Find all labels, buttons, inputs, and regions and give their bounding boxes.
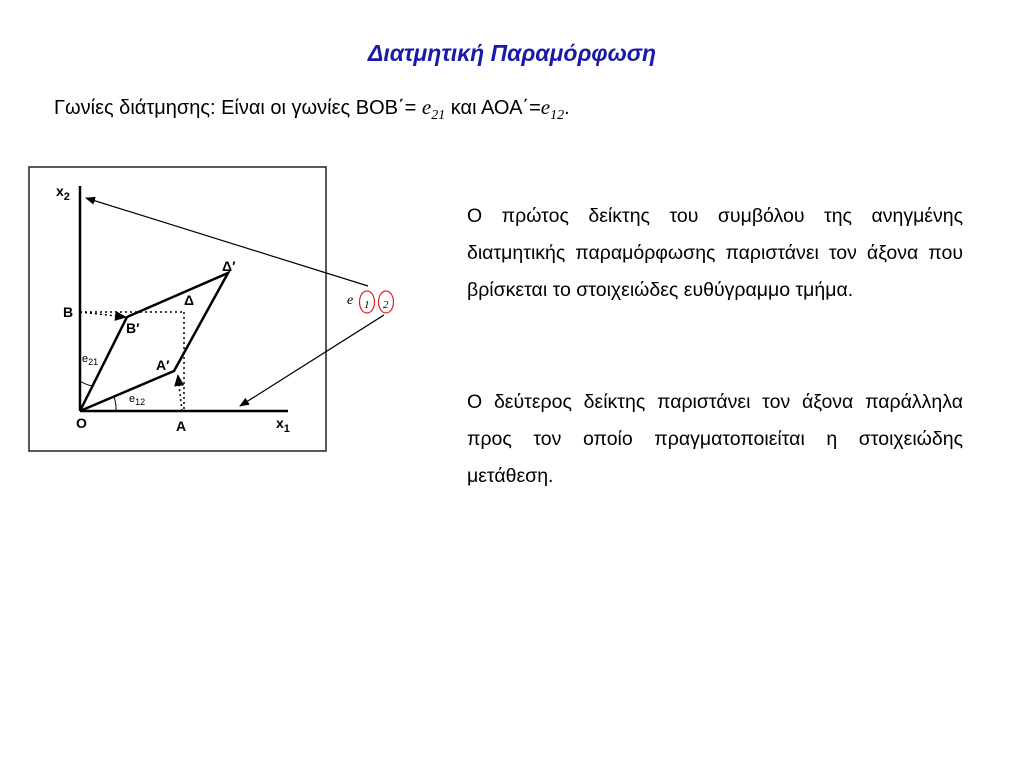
diagram-frame xyxy=(29,167,326,451)
second-index-explanation: Ο δεύτερος δείκτης παριστάνει τον άξονα παράλληλα προς τον οποίο πραγματοποιείται η στοιχειώδης μετάθεση. xyxy=(467,391,963,487)
e12-symbol: $e_{12}$ xyxy=(540,95,565,124)
point-a-prime-label: A′ xyxy=(156,357,170,373)
x1-label: $x_1$ xyxy=(276,415,290,435)
definition-end: . xyxy=(564,97,570,119)
point-a-label: A xyxy=(176,418,187,434)
index-symbol-first: 1 xyxy=(364,299,370,311)
index-symbol-e: e xyxy=(347,293,354,308)
index-symbol-second: 2 xyxy=(383,299,389,311)
point-b-prime-label: B′ xyxy=(126,320,140,336)
point-delta-label: Δ xyxy=(184,292,195,308)
first-index-explanation: Ο πρώτος δείκτης του συμβόλου της ανηγμένης διατμητικής παραμόρφωσης παριστάνει τον άξονα που βρίσκεται το στοιχειώδες ευθύγραμμο τμήμα. xyxy=(467,205,963,301)
point-delta-prime-label: Δ′ xyxy=(222,258,236,274)
shear-angles-definition xyxy=(54,95,570,124)
e21-symbol: $e_{21}$ xyxy=(421,95,446,124)
point-b-label: B xyxy=(63,304,74,320)
shear-strain-diagram xyxy=(28,166,408,466)
e12-angle-label: $e_{12}$ xyxy=(129,393,146,407)
definition-lead: Γωνίες διάτμησης: Είναι οι γωνίες ΒΟΒ΄= xyxy=(54,97,422,119)
slide-title: Διατμητική Παραμόρφωση xyxy=(367,40,657,66)
definition-middle: και ΑΟΑ΄= xyxy=(445,97,541,119)
origin-label: O xyxy=(76,415,87,431)
x2-label: $x_2$ xyxy=(56,183,70,203)
e21-angle-label: $e_{21}$ xyxy=(82,353,99,367)
